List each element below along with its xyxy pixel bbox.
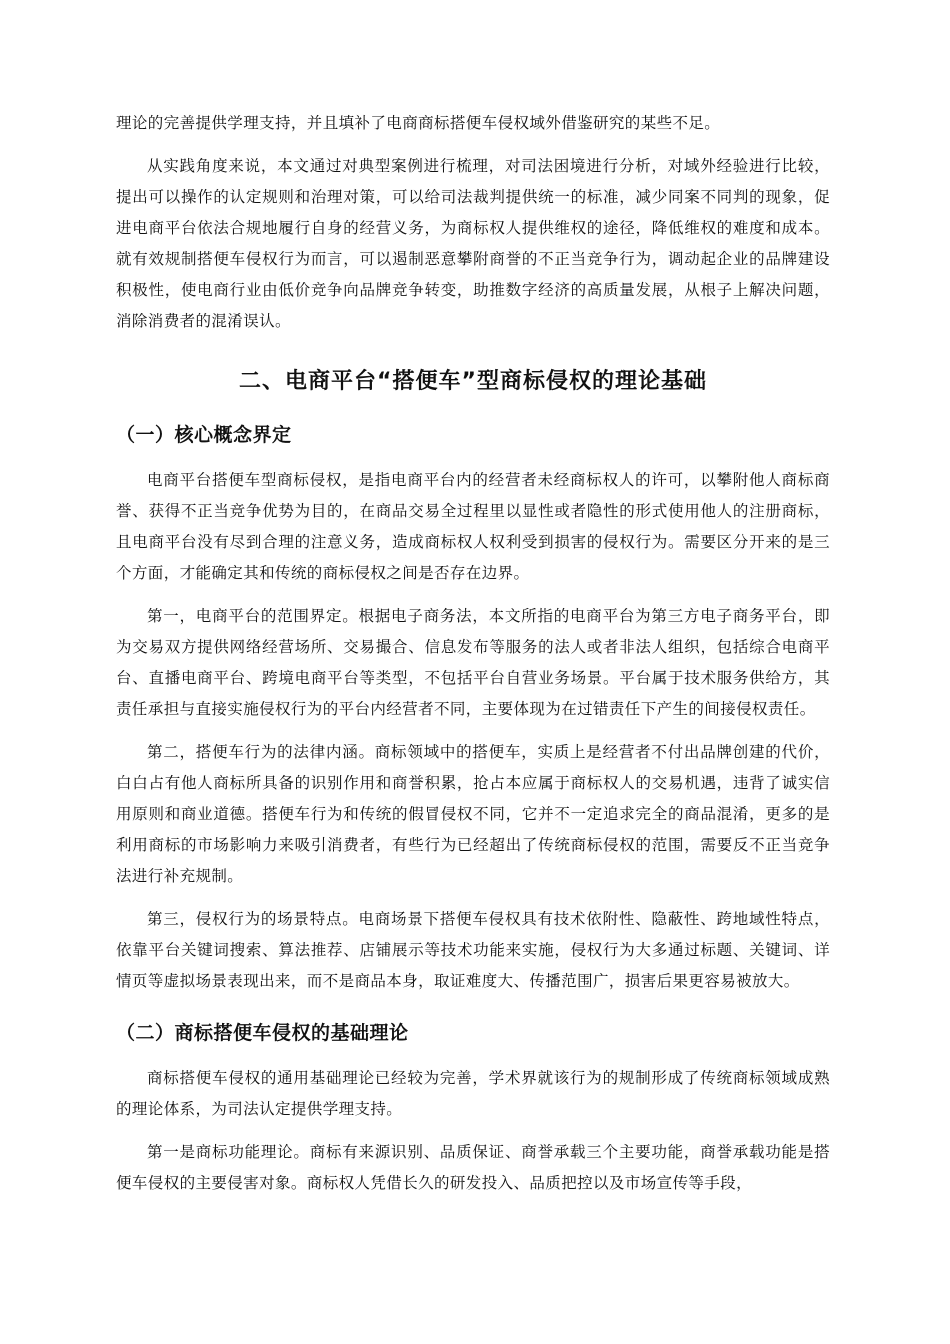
- paragraph-practical-significance: 从实践角度来说，本文通过对典型案例进行梳理，对司法困境进行分析，对域外经验进行比较，提出可以操作的认定规则和治理对策，可以给司法裁判提供统一的标准，减少同案不同判的现象，促进电商平台依法合规地履行自身的经营义务，为商标权人提供维权的途径，降低维权的难度和成本。就有效规制搭便车侵权行为而言，可以遏制恶意攀附商誉的不正当竞争行为，调动起企业的品牌建设积极性，使电商行业由低价竞争向品牌竞争转变，助推数字经济的高质量发展，从根子上解决问题，消除消费者的混淆误认。: [116, 157, 830, 330]
- paragraph-platform-scope: 第一，电商平台的范围界定。根据电子商务法，本文所指的电商平台为第三方电子商务平台，即为交易双方提供网络经营场所、交易撮合、信息发布等服务的法人或者非法人组织，包括综合电商平台、直播电商平台、跨境电商平台等类型，不包括平台自营业务场景。平台属于技术服务供给方，其责任承担与直接实施侵权行为的平台内经营者不同，主要体现为在过错责任下产生的间接侵权责任。: [116, 607, 830, 718]
- paragraph-free-riding-meaning: 第二，搭便车行为的法律内涵。商标领域中的搭便车，实质上是经营者不付出品牌创建的代价，白白占有他人商标所具备的识别作用和商誉积累，抢占本应属于商标权人的交易机遇，违背了诚实信用原则和商业道德。搭便车行为和传统的假冒侵权不同，它并不一定追求完全的商品混淆，更多的是利用商标的市场影响力来吸引消费者，有些行为已经超出了传统商标侵权的范围，需要反不正当竞争法进行补充规制。: [116, 743, 830, 885]
- paragraph-scenario-features: 第三，侵权行为的场景特点。电商场景下搭便车侵权具有技术依附性、隐蔽性、跨地域性特点，依靠平台关键词搜索、算法推荐、店铺展示等技术功能来实施，侵权行为大多通过标题、关键词、详情页等虚拟场景表现出来，而不是商品本身，取证难度大、传播范围广，损害后果更容易被放大。: [116, 910, 830, 990]
- paragraph-continuation: 理论的完善提供学理支持，并且填补了电商商标搭便车侵权域外借鉴研究的某些不足。: [116, 114, 721, 132]
- subsection-heading-basic-theory: （二）商标搭便车侵权的基础理论: [116, 1022, 409, 1044]
- paragraph-theory-overview: 商标搭便车侵权的通用基础理论已经较为完善，学术界就该行为的规制形成了传统商标领域成熟的理论体系，为司法认定提供学理支持。: [116, 1069, 830, 1118]
- paragraph-definition: 电商平台搭便车型商标侵权，是指电商平台内的经营者未经商标权人的许可，以攀附他人商标商誉、获得不正当竞争优势为目的，在商品交易全过程里以显性或者隐性的形式使用他人的注册商标，且电商平台没有尽到合理的注意义务，造成商标权人权利受到损害的侵权行为。需要区分开来的是三个方面，才能确定其和传统的商标侵权之间是否存在边界。: [116, 471, 830, 582]
- subsection-heading-core-concepts: （一）核心概念界定: [116, 424, 292, 446]
- section-heading-theoretical-basis: 二、电商平台“搭便车”型商标侵权的理论基础: [239, 369, 707, 394]
- page-body: [116, 108, 830, 1211]
- paragraph-trademark-function-theory: 第一是商标功能理论。商标有来源识别、品质保证、商誉承载三个主要功能，商誉承载功能是搭便车侵权的主要侵害对象。商标权人凭借长久的研发投入、品质把控以及市场宣传等手段，: [116, 1143, 830, 1192]
